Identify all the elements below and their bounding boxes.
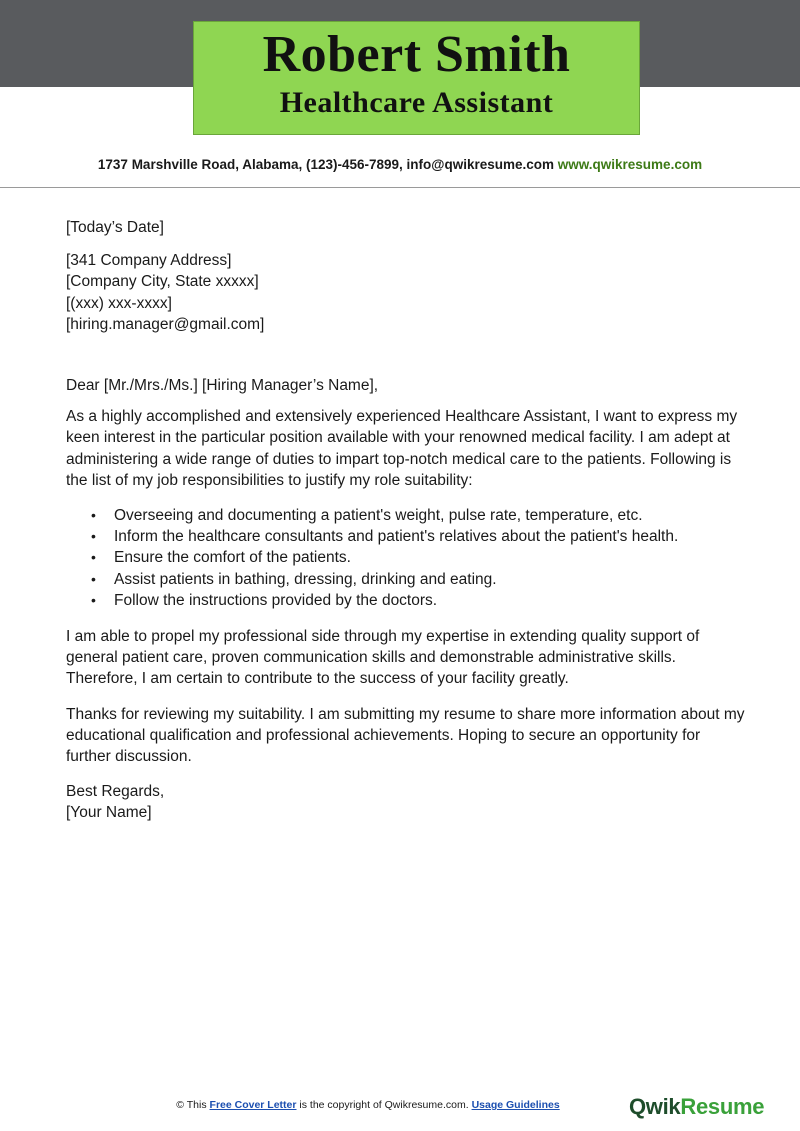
logo-qwik: Qwik	[629, 1094, 681, 1119]
applicant-name: Robert Smith	[262, 26, 571, 83]
bullet-icon: •	[91, 591, 96, 608]
responsibilities-list	[66, 505, 746, 611]
closing: Best Regards,	[66, 783, 165, 801]
bullet-icon: •	[91, 528, 96, 545]
contact-line	[0, 157, 800, 172]
job-title: Healthcare Assistant	[279, 86, 554, 119]
list-item	[91, 590, 746, 611]
address-line: [hiring.manager@gmail.com]	[66, 315, 265, 333]
address-line: [(xxx) xxx-xxxx]	[66, 294, 172, 312]
address-line: [341 Company Address]	[66, 252, 232, 270]
list-item	[91, 547, 746, 568]
letter-body	[66, 217, 746, 824]
free-cover-letter-link[interactable]: Free Cover Letter	[209, 1099, 297, 1111]
footer-prefix: © This	[176, 1099, 207, 1111]
list-item	[91, 505, 746, 526]
bullet-icon: •	[91, 507, 96, 524]
contact-details: 1737 Marshville Road, Alabama, (123)-456-7899, info@qwikresume.com	[97, 157, 555, 172]
body-paragraph-2: I am able to propel my professional side through my expertise in extending quality support of general patient care, proven communication skills and demonstrable administrative skills. Therefore, I am certain to contribute to the success of your facility greatly.	[66, 628, 700, 688]
address-line: [Company City, State xxxxx]	[66, 273, 259, 291]
header-divider	[0, 187, 800, 188]
body-paragraph-3: Thanks for reviewing my suitability. I am submitting my resume to share more information about my educational qualification and professional achievements. Hoping to secure an opportunity for further discussion.	[66, 705, 745, 766]
bullet-icon: •	[91, 549, 96, 566]
usage-guidelines-link[interactable]: Usage Guidelines	[471, 1099, 560, 1111]
greeting: Dear [Mr./Mrs./Ms.] [Hiring Manager’s Name],	[66, 377, 379, 395]
list-item	[91, 526, 746, 547]
bullet-icon: •	[91, 570, 96, 587]
list-item-text: Ensure the comfort of the patients.	[114, 549, 351, 567]
letter-date: [Today’s Date]	[66, 219, 164, 236]
logo-resume: Resume	[680, 1094, 765, 1119]
recipient-address	[66, 250, 746, 335]
footer-middle: is the copyright of Qwikresume.com.	[299, 1099, 469, 1111]
copyright-footer	[0, 1099, 736, 1111]
list-item-text: Follow the instructions provided by the doctors.	[114, 591, 438, 609]
list-item-text: Assist patients in bathing, dressing, drinking and eating.	[114, 570, 497, 588]
website-link[interactable]: www.qwikresume.com	[557, 157, 703, 172]
signature: [Your Name]	[66, 804, 152, 822]
name-box	[193, 21, 640, 135]
list-item-text: Overseeing and documenting a patient's weight, pulse rate, temperature, etc.	[114, 507, 643, 525]
intro-paragraph: As a highly accomplished and extensively experienced Healthcare Assistant, I want to express my keen interest in the particular position available with your renowned medical facility. I am adept at administering a wide range of duties to impart top-notch medical care to the patients. Following is the list of my job responsibilities to justify my role suitability:	[66, 408, 738, 489]
qwikresume-logo[interactable]	[629, 1094, 764, 1120]
list-item-text: Inform the healthcare consultants and patient's relatives about the patient's health.	[114, 528, 679, 546]
list-item	[91, 569, 746, 590]
